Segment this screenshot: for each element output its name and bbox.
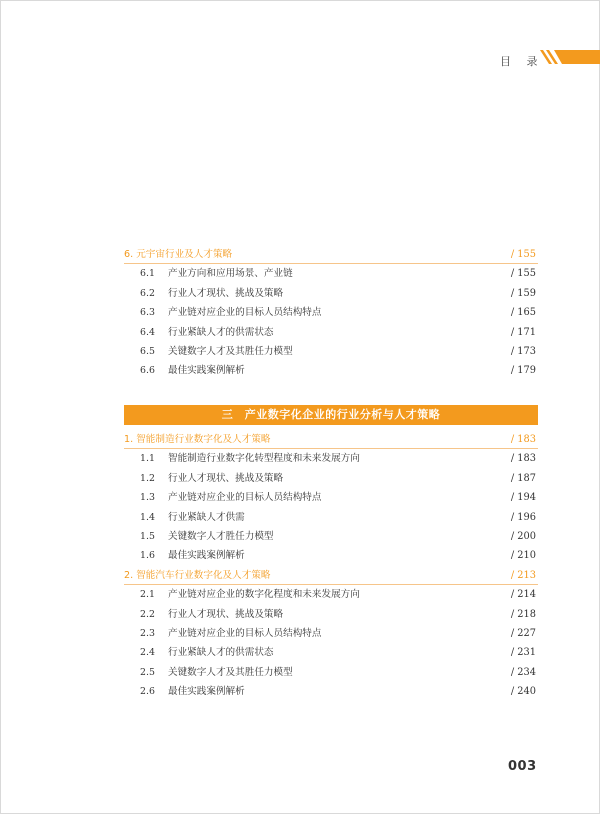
entry-title: 最佳实践案例解析 bbox=[168, 550, 245, 562]
toc-entry[interactable] bbox=[124, 449, 538, 468]
toc-entry[interactable] bbox=[124, 303, 538, 322]
entry-page: / 234 bbox=[510, 666, 536, 678]
entry-title: 产业链对应企业的目标人员结构特点 bbox=[168, 307, 322, 319]
entry-page: / 200 bbox=[510, 530, 536, 542]
entry-page: / 165 bbox=[510, 307, 536, 319]
entry-page: / 227 bbox=[510, 627, 536, 639]
entry-page: / 240 bbox=[510, 686, 536, 698]
entry-page: / 159 bbox=[510, 287, 536, 299]
toc-chapter-6[interactable] bbox=[124, 245, 538, 264]
chapter-title: 6. 元宇宙行业及人才策略 bbox=[124, 249, 233, 260]
toc-entry[interactable] bbox=[124, 585, 538, 604]
entry-number: 6.5 bbox=[140, 345, 155, 357]
entry-title: 关键数字人才及其胜任力模型 bbox=[168, 666, 293, 678]
entry-number: 6.2 bbox=[140, 287, 155, 299]
entry-page: / 179 bbox=[510, 365, 536, 377]
entry-number: 1.1 bbox=[140, 453, 155, 465]
entry-page: / 155 bbox=[510, 268, 536, 280]
entry-number: 6.3 bbox=[140, 307, 155, 319]
toc-chapter-2[interactable] bbox=[124, 566, 538, 585]
chapter-page: / 183 bbox=[510, 434, 536, 445]
entry-page: / 218 bbox=[510, 608, 536, 620]
chapter-title: 2. 智能汽车行业数字化及人才策略 bbox=[124, 569, 271, 581]
entry-title: 产业链对应企业的数字化程度和未来发展方向 bbox=[168, 589, 360, 601]
chapter-title: 1. 智能制造行业数字化及人才策略 bbox=[124, 434, 271, 445]
entry-page: / 183 bbox=[510, 453, 536, 465]
entry-title: 关键数字人才胜任力模型 bbox=[168, 530, 274, 542]
header-title: 目 录 bbox=[500, 55, 544, 68]
toc-section-6 bbox=[124, 245, 538, 381]
page-number: 003 bbox=[508, 759, 537, 774]
entry-title: 行业紧缺人才的供需状态 bbox=[168, 647, 274, 659]
entry-page: / 231 bbox=[510, 647, 536, 659]
toc-entry[interactable] bbox=[124, 643, 538, 662]
toc-entry[interactable] bbox=[124, 488, 538, 507]
entry-number: 2.5 bbox=[140, 666, 155, 678]
entry-page: / 194 bbox=[510, 492, 536, 504]
toc-section-1 bbox=[124, 430, 538, 701]
entry-title: 关键数字人才及其胜任力模型 bbox=[168, 345, 293, 357]
toc-entry[interactable] bbox=[124, 546, 538, 565]
part-banner: 三 产业数字化企业的行业分析与人才策略 bbox=[124, 405, 538, 425]
chapter-page: / 155 bbox=[510, 249, 536, 260]
entry-title: 行业人才现状、挑战及策略 bbox=[168, 472, 284, 484]
toc-entry[interactable] bbox=[124, 682, 538, 701]
entry-title: 行业紧缺人才的供需状态 bbox=[168, 326, 274, 338]
entry-number: 1.2 bbox=[140, 472, 155, 484]
entry-page: / 214 bbox=[510, 589, 536, 601]
entry-title: 最佳实践案例解析 bbox=[168, 365, 245, 377]
toc-entry[interactable] bbox=[124, 605, 538, 624]
entry-number: 2.1 bbox=[140, 589, 155, 601]
entry-title: 行业人才现状、挑战及策略 bbox=[168, 608, 284, 620]
entry-title: 产业方向和应用场景、产业链 bbox=[168, 268, 293, 280]
entry-number: 6.6 bbox=[140, 365, 155, 377]
toc-entry[interactable] bbox=[124, 284, 538, 303]
entry-title: 最佳实践案例解析 bbox=[168, 686, 245, 698]
chapter-page: / 213 bbox=[510, 569, 536, 581]
entry-page: / 187 bbox=[510, 472, 536, 484]
entry-page: / 173 bbox=[510, 345, 536, 357]
entry-number: 1.6 bbox=[140, 550, 155, 562]
entry-title: 行业紧缺人才供需 bbox=[168, 511, 245, 523]
toc-entry[interactable] bbox=[124, 527, 538, 546]
entry-title: 产业链对应企业的目标人员结构特点 bbox=[168, 627, 322, 639]
toc-entry[interactable] bbox=[124, 508, 538, 527]
toc-entry[interactable] bbox=[124, 469, 538, 488]
toc-entry[interactable] bbox=[124, 663, 538, 682]
toc-chapter-1[interactable] bbox=[124, 430, 538, 449]
entry-title: 行业人才现状、挑战及策略 bbox=[168, 287, 284, 299]
toc-entry[interactable] bbox=[124, 323, 538, 342]
entry-page: / 196 bbox=[510, 511, 536, 523]
toc-entry[interactable] bbox=[124, 361, 538, 380]
entry-number: 1.3 bbox=[140, 492, 155, 504]
entry-number: 2.2 bbox=[140, 608, 155, 620]
entry-page: / 171 bbox=[510, 326, 536, 338]
entry-number: 2.4 bbox=[140, 647, 155, 659]
header-decor-stripes bbox=[540, 50, 600, 66]
entry-number: 6.1 bbox=[140, 268, 155, 280]
entry-title: 智能制造行业数字化转型程度和未来发展方向 bbox=[168, 453, 360, 465]
entry-title: 产业链对应企业的目标人员结构特点 bbox=[168, 492, 322, 504]
entry-page: / 210 bbox=[510, 550, 536, 562]
entry-number: 2.6 bbox=[140, 686, 155, 698]
toc-entry[interactable] bbox=[124, 342, 538, 361]
toc-entry[interactable] bbox=[124, 264, 538, 283]
toc-entry[interactable] bbox=[124, 624, 538, 643]
entry-number: 1.4 bbox=[140, 511, 155, 523]
entry-number: 6.4 bbox=[140, 326, 155, 338]
entry-number: 1.5 bbox=[140, 530, 155, 542]
entry-number: 2.3 bbox=[140, 627, 155, 639]
